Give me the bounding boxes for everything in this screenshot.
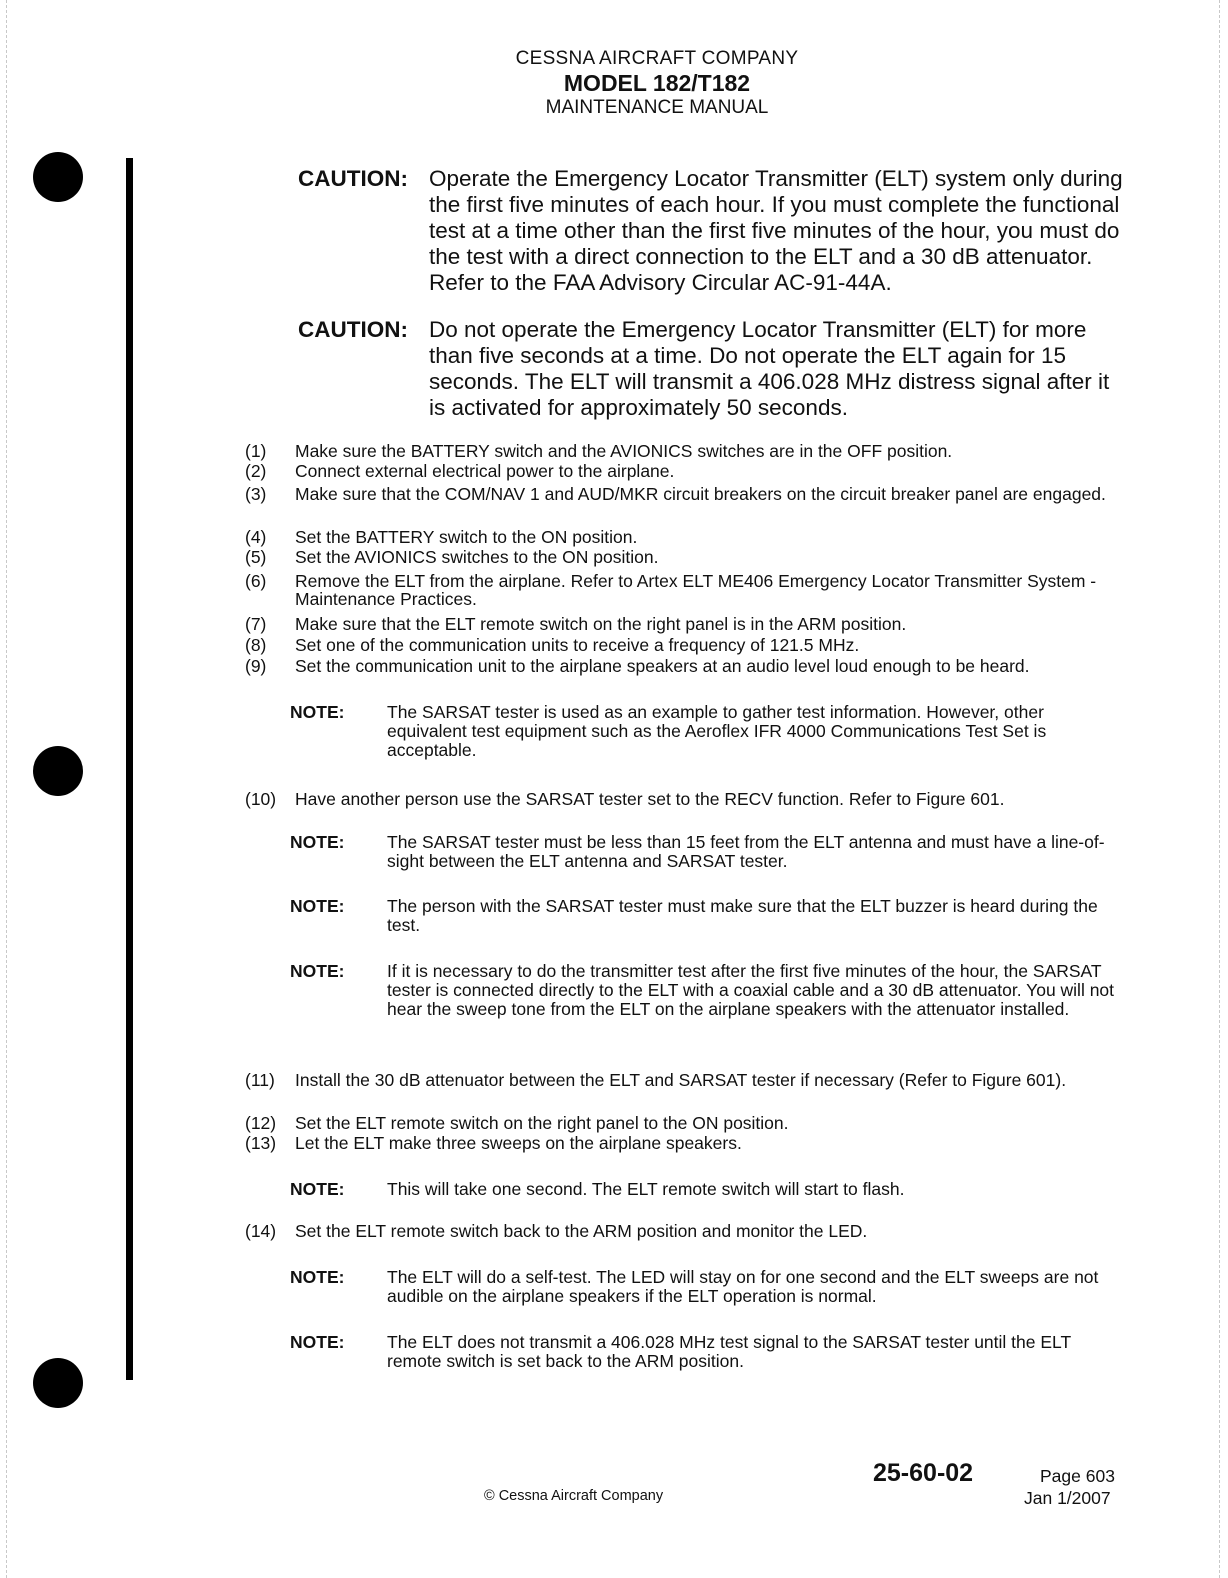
step-number: (11)	[245, 1070, 275, 1090]
note-text: The ELT will do a self-test. The LED will stay on for one second and the ELT sweeps are not audible on the airplane speakers if the ELT operation is normal.	[387, 1267, 1099, 1306]
step-number: (7)	[245, 614, 267, 634]
step-number: (2)	[245, 461, 267, 481]
step-text: Connect external electrical power to the airplane.	[295, 461, 675, 481]
binder-hole-middle	[33, 746, 83, 796]
revision-change-bar	[126, 158, 133, 1380]
step-number: (3)	[245, 484, 267, 504]
page-edge-left	[6, 0, 7, 1578]
step-text: Set the communication unit to the airplane speakers at an audio level loud enough to be heard.	[295, 656, 1030, 676]
step-text: Set one of the communication units to receive a frequency of 121.5 MHz.	[295, 635, 860, 655]
binder-hole-top	[33, 152, 83, 202]
caution-text: Do not operate the Emergency Locator Transmitter (ELT) for more than five seconds at a time. Do not operate the ELT again for 15 seconds. The ELT will transmit a 406.028 MHz distress signal after it is activated for approximately 50 seconds.	[429, 317, 1110, 420]
note-text: The ELT does not transmit a 406.028 MHz test signal to the SARSAT tester until the ELT remote switch is set back to the ARM position.	[387, 1332, 1071, 1371]
note-label: NOTE:	[290, 832, 345, 852]
procedure-step	[245, 572, 1130, 608]
procedure-step	[245, 1071, 1130, 1089]
note-text: If it is necessary to do the transmitter test after the first five minutes of the hour, the SARSAT tester is connected directly to the ELT with a coaxial cable and a 30 dB attenuator. You will not hear the sweep tone from the ELT on the airplane speakers with the attenuator installed.	[387, 961, 1115, 1019]
procedure-step	[245, 636, 1130, 654]
step-number: (5)	[245, 547, 267, 567]
procedure-step	[245, 615, 1130, 633]
note-label: NOTE:	[290, 1332, 345, 1352]
note-block	[290, 703, 1128, 760]
note-label: NOTE:	[290, 961, 345, 981]
caution-block	[298, 317, 1130, 421]
document-section-code: 25-60-02	[873, 1459, 974, 1487]
note-block	[290, 897, 1128, 935]
step-text: Make sure that the ELT remote switch on the right panel is in the ARM position.	[295, 614, 907, 634]
caution-text: Operate the Emergency Locator Transmitter (ELT) system only during the first five minutes of each hour. If you must complete the functional test at a time other than the first five minutes of the hour, you must do the test with a direct connection to the ELT and a 30 dB attenuator. Refer to the FAA Advisory Circular AC-91-44A.	[429, 166, 1123, 295]
note-block	[290, 962, 1128, 1019]
step-text: Install the 30 dB attenuator between the ELT and SARSAT tester if necessary (Refer to Figure 601).	[295, 1070, 1067, 1090]
step-text: Remove the ELT from the airplane. Refer to Artex ELT ME406 Emergency Locator Transmitter System - Maintenance Practices.	[295, 571, 1097, 609]
note-block	[290, 833, 1128, 871]
step-number: (4)	[245, 527, 267, 547]
procedure-step	[245, 528, 1130, 546]
header-manual: MAINTENANCE MANUAL	[545, 97, 769, 118]
procedure-step	[245, 1134, 1130, 1152]
note-text: The SARSAT tester must be less than 15 feet from the ELT antenna and must have a line-of-sight between the ELT antenna and SARSAT tester.	[387, 832, 1105, 871]
note-text: This will take one second. The ELT remote switch will start to flash.	[387, 1179, 905, 1199]
step-number: (6)	[245, 571, 267, 591]
step-text: Set the BATTERY switch to the ON position.	[295, 527, 638, 547]
copyright-notice: © Cessna Aircraft Company	[484, 1488, 664, 1504]
procedure-step	[245, 1222, 1130, 1240]
page-number: Page 603	[1040, 1466, 1115, 1486]
procedure-step	[245, 1114, 1130, 1132]
header-company: CESSNA AIRCRAFT COMPANY	[515, 48, 799, 69]
binder-hole-bottom	[33, 1358, 83, 1408]
step-text: Make sure that the COM/NAV 1 and AUD/MKR circuit breakers on the circuit breaker panel are engaged.	[295, 484, 1106, 504]
page-edge-right	[1219, 0, 1220, 1578]
caution-label: CAUTION:	[298, 317, 408, 342]
note-text: The person with the SARSAT tester must make sure that the ELT buzzer is heard during the test.	[387, 896, 1098, 935]
step-text: Make sure the BATTERY switch and the AVIONICS switches are in the OFF position.	[295, 441, 953, 461]
step-text: Set the ELT remote switch back to the ARM position and monitor the LED.	[295, 1221, 868, 1241]
step-number: (13)	[245, 1133, 277, 1153]
procedure-step	[245, 790, 1130, 808]
note-block	[290, 1268, 1128, 1306]
caution-block	[298, 166, 1130, 296]
caution-label: CAUTION:	[298, 166, 408, 191]
procedure-step	[245, 657, 1130, 675]
procedure-step	[245, 548, 1130, 566]
note-text: The SARSAT tester is used as an example to gather test information. However, other equivalent test equipment such as the Aeroflex IFR 4000 Communications Test Set is acceptable.	[387, 702, 1047, 760]
step-text: Have another person use the SARSAT tester set to the RECV function. Refer to Figure 601.	[295, 789, 1005, 809]
step-number: (9)	[245, 656, 267, 676]
revision-date: Jan 1/2007	[1024, 1488, 1111, 1508]
step-text: Set the AVIONICS switches to the ON position.	[295, 547, 659, 567]
note-label: NOTE:	[290, 896, 345, 916]
header-model: MODEL 182/T182	[563, 70, 751, 96]
step-text: Set the ELT remote switch on the right panel to the ON position.	[295, 1113, 789, 1133]
procedure-step	[245, 485, 1130, 503]
step-number: (1)	[245, 441, 267, 461]
note-label: NOTE:	[290, 1179, 345, 1199]
note-label: NOTE:	[290, 1267, 345, 1287]
step-number: (10)	[245, 789, 277, 809]
note-label: NOTE:	[290, 702, 345, 722]
step-text: Let the ELT make three sweeps on the airplane speakers.	[295, 1133, 742, 1153]
step-number: (14)	[245, 1221, 277, 1241]
step-number: (8)	[245, 635, 267, 655]
note-block	[290, 1333, 1128, 1371]
step-number: (12)	[245, 1113, 277, 1133]
procedure-step	[245, 442, 1130, 460]
procedure-step	[245, 462, 1130, 480]
note-block	[290, 1180, 1128, 1199]
